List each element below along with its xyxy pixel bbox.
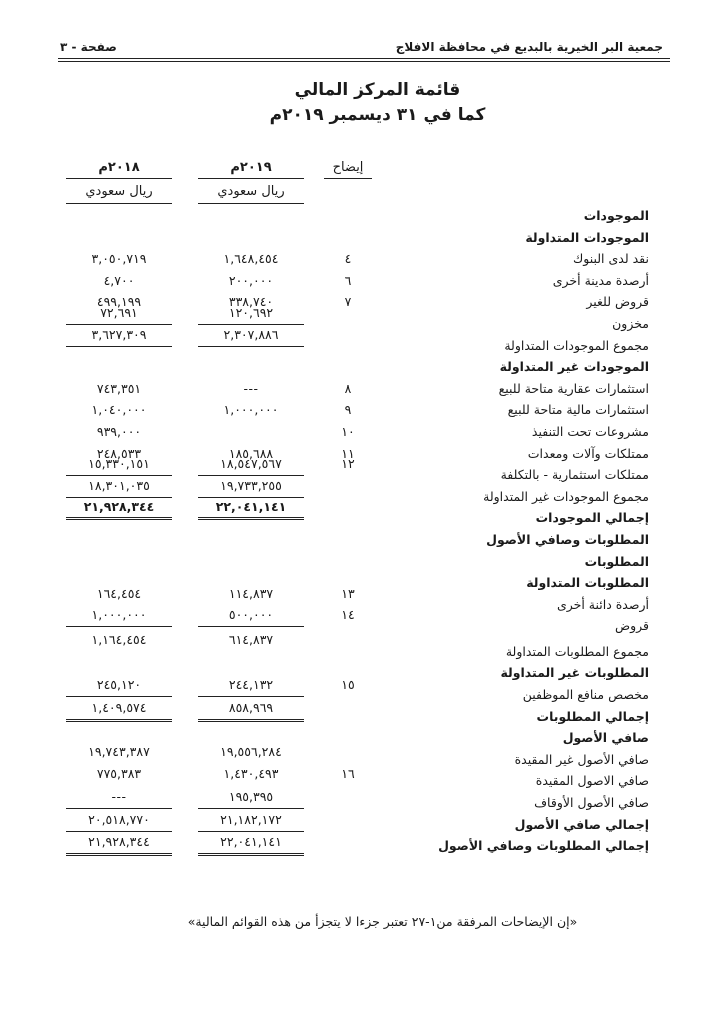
- table-row: [0, 400, 725, 422]
- table-row: [0, 271, 725, 293]
- note-ref: ٨: [344, 380, 352, 396]
- note-ref: ١٥: [341, 677, 355, 693]
- row-label: مشروعات تحت التنفيذ: [531, 423, 649, 439]
- year-2018-header: ٢٠١٨م: [98, 160, 140, 175]
- header-rule: [58, 58, 670, 59]
- table-row: [0, 743, 725, 768]
- value-2019: ٢,٣٠٧,٨٨٦: [223, 326, 279, 342]
- organization-name: جمعية البر الخيرية بالبديع في محافظة الافلاج: [395, 40, 663, 54]
- row-label: المطلوبات: [584, 553, 649, 569]
- table-row: [0, 789, 725, 811]
- value-2019: ١٨,٥٤٧,٥٦٧: [220, 456, 282, 472]
- row-label: مجموع الموجودات غير المتداولة: [483, 488, 649, 504]
- row-label: أرصدة مدينة أخرى: [552, 272, 649, 288]
- note-ref: ٤: [344, 251, 352, 267]
- value-2019: ٢٤٤,١٣٢: [228, 677, 274, 693]
- note-ref: ١٢: [341, 456, 355, 472]
- value-2018: ٤,٧٠٠: [103, 272, 135, 288]
- value-2018: ١,٠٤٠,٠٠٠: [91, 402, 147, 418]
- year-2019-header-rule: [198, 178, 304, 179]
- subtotal-rule: [66, 808, 172, 809]
- footnote: «إن الإيضاحات المرفقة من١-٢٧ تعتبر جزءا لا يتجزأ من هذه القوائم المالية»: [187, 914, 578, 929]
- value-2018: ٣,٦٢٧,٣٠٩: [91, 326, 147, 342]
- note-ref: ١١: [341, 445, 355, 461]
- row-label: إجمالي الموجودات: [535, 510, 649, 526]
- row-label: الموجودات: [583, 208, 649, 223]
- total-rule: [198, 719, 304, 722]
- year-2019-header: ٢٠١٩م: [230, 160, 272, 175]
- row-label: استثمارات مالية متاحة للبيع: [507, 402, 649, 418]
- row-label: الموجودات غير المتداولة: [499, 359, 649, 375]
- total-rule: [198, 497, 304, 498]
- row-label: مجموع الموجودات المتداولة: [504, 337, 649, 353]
- note-column-header: إيضاح: [332, 160, 364, 175]
- value-2019: ١٩,٧٣٣,٢٥٥: [220, 477, 282, 493]
- statement-date: كما في ٣١ ديسمبر ٢٠١٩م: [269, 105, 486, 125]
- note-ref: ٦: [344, 272, 352, 288]
- table-row: [0, 767, 725, 789]
- value-2018: ٢١,٩٢٨,٣٤٤: [88, 834, 150, 850]
- value-2018: ١,٤٠٩,٥٧٤: [91, 699, 147, 715]
- note-ref: ١٣: [341, 585, 355, 601]
- value-2018: ٩٣٩,٠٠٠: [96, 423, 142, 439]
- value-2019: ٦١٤,٨٣٧: [228, 631, 274, 647]
- value-2019: ١١٤,٨٣٧: [228, 585, 274, 601]
- table-row: [0, 206, 725, 228]
- total-rule: [198, 346, 304, 347]
- page-number: صفحة - ٣: [60, 40, 117, 54]
- table-row: [0, 552, 725, 574]
- row-label: مخزون: [612, 315, 649, 331]
- value-2019: ٣٣٨,٧٤٠: [228, 294, 274, 310]
- subtotal-rule: [198, 324, 304, 325]
- currency-rule-2019: [198, 203, 304, 204]
- row-label: إجمالي صافي الأصول: [514, 816, 649, 832]
- grand-total-rule: [66, 853, 172, 856]
- row-label: ممتلكات وآلات ومعدات: [527, 445, 649, 461]
- row-label: استثمارات عقارية متاحة للبيع: [498, 380, 649, 396]
- table-row: [0, 724, 725, 746]
- statement-title: قائمة المركز المالي: [294, 80, 461, 100]
- value-2019: ٢١,١٨٢,١٧٢: [220, 811, 282, 827]
- row-label: المطلوبات وصافي الأصول: [486, 531, 649, 547]
- value-2018: ٢٠,٥١٨,٧٧٠: [88, 811, 150, 827]
- note-ref: ١٠: [341, 423, 355, 439]
- value-2018: ١٩,٧٤٣,٣٨٧: [88, 743, 150, 759]
- value-2019: ١٢٠,٦٩٢: [228, 304, 274, 320]
- note-ref: ٧: [344, 294, 352, 310]
- note-ref: ١٦: [341, 766, 355, 782]
- financial-position-table: [0, 206, 725, 854]
- row-label: صافي الأصول الأوقاف: [534, 795, 649, 811]
- table-row: [0, 228, 725, 250]
- value-2019: ٢٠٠,٠٠٠: [228, 272, 274, 288]
- table-row: [0, 699, 725, 725]
- row-label: الموجودات المتداولة: [525, 229, 649, 245]
- value-2018: ٢٤٥,١٢٠: [96, 677, 142, 693]
- grand-total-rule: [198, 853, 304, 856]
- total-rule: [66, 719, 172, 722]
- row-label: صافي الأصول: [562, 730, 649, 746]
- currency-2019: ريال سعودي: [217, 184, 285, 199]
- value-2018: ٤٩٩,١٩٩: [96, 294, 142, 310]
- currency-2018: ريال سعودي: [85, 184, 153, 199]
- value-2019: ٨٥٨,٩٦٩: [228, 699, 274, 715]
- table-row: [0, 357, 725, 379]
- value-2018: ٧٢,٦٩١: [100, 304, 138, 320]
- year-2018-header-rule: [66, 178, 172, 179]
- row-label: نقد لدى البنوك: [572, 251, 649, 267]
- value-2018: ٧٤٣,٣٥١: [96, 380, 142, 396]
- table-row: [0, 530, 725, 552]
- table-row: [0, 631, 725, 660]
- row-label: إجمالي المطلوبات وصافي الأصول: [438, 838, 649, 854]
- value-2018: ١,٠٠٠,٠٠٠: [91, 607, 147, 623]
- row-label: ممتلكات استثمارية - بالتكلفة: [500, 467, 649, 483]
- row-label: المطلوبات المتداولة: [526, 575, 649, 591]
- table-row: [0, 832, 725, 854]
- value-2019: ١٩٥,٣٩٥: [228, 789, 274, 805]
- row-label: مجموع المطلوبات المتداولة: [505, 643, 649, 659]
- subtotal-rule: [66, 475, 172, 476]
- value-2018: ١٨,٣٠١,٠٣٥: [88, 477, 150, 493]
- value-2018: ---: [111, 789, 127, 805]
- note-ref: ١٤: [341, 607, 355, 623]
- table-row: [0, 422, 725, 444]
- note-ref: ٩: [344, 402, 352, 418]
- value-2019: ٢٢,٠٤١,١٤١: [215, 499, 287, 515]
- value-2018: ٣,٠٥٠,٧١٩: [91, 251, 147, 267]
- row-label: مخصص منافع الموظفين: [522, 687, 649, 703]
- total-rule: [66, 497, 172, 498]
- row-label: قروض للغير: [586, 294, 649, 310]
- value-2018: ٢١,٩٢٨,٣٤٤: [83, 499, 155, 515]
- row-label: المطلوبات غير المتداولة: [500, 665, 649, 681]
- header-rule: [58, 61, 670, 62]
- subtotal-rule: [66, 696, 172, 697]
- currency-rule-2018: [66, 203, 172, 204]
- value-2019: ---: [243, 380, 259, 396]
- value-2018: ١٦٤,٤٥٤: [96, 585, 142, 601]
- subtotal-rule: [198, 475, 304, 476]
- value-2018: ١٥,٣٣٠,١٥١: [88, 456, 150, 472]
- value-2019: ١,٠٠٠,٠٠٠: [223, 402, 279, 418]
- table-row: [0, 249, 725, 271]
- row-label: أرصدة دائنة أخرى: [556, 596, 649, 612]
- value-2019: ١,٦٤٨,٤٥٤: [223, 251, 279, 267]
- subtotal-rule: [198, 696, 304, 697]
- table-row: [0, 811, 725, 833]
- subtotal-rule: [66, 626, 172, 627]
- row-label: صافي الأصول غير المقيدة: [514, 751, 649, 767]
- subtotal-rule: [66, 324, 172, 325]
- grand-total-rule: [198, 517, 304, 520]
- value-2018: ٧٧٥,٣٨٣: [96, 766, 142, 782]
- value-2019: ٢٢,٠٤١,١٤١: [220, 834, 282, 850]
- value-2018: ١,١٦٤,٤٥٤: [91, 631, 147, 647]
- total-rule: [66, 346, 172, 347]
- value-2019: ٥٠٠,٠٠٠: [228, 607, 274, 623]
- table-row: [0, 499, 725, 530]
- subtotal-rule: [198, 808, 304, 809]
- value-2019: ١,٤٣٠,٤٩٣: [223, 766, 279, 782]
- note-header-rule: [324, 178, 372, 179]
- row-label: قروض: [614, 618, 649, 634]
- table-row: [0, 379, 725, 401]
- subtotal-rule: [198, 626, 304, 627]
- value-2019: ١٨٥,٦٨٨: [228, 445, 274, 461]
- value-2019: ١٩,٥٥٦,٢٨٤: [220, 743, 282, 759]
- row-label: صافي الاصول المقيدة: [535, 773, 649, 789]
- value-2018: ٢٤٨,٥٣٣: [96, 445, 142, 461]
- row-label: إجمالي المطلوبات: [536, 708, 649, 724]
- table-row: [0, 326, 725, 358]
- grand-total-rule: [66, 517, 172, 520]
